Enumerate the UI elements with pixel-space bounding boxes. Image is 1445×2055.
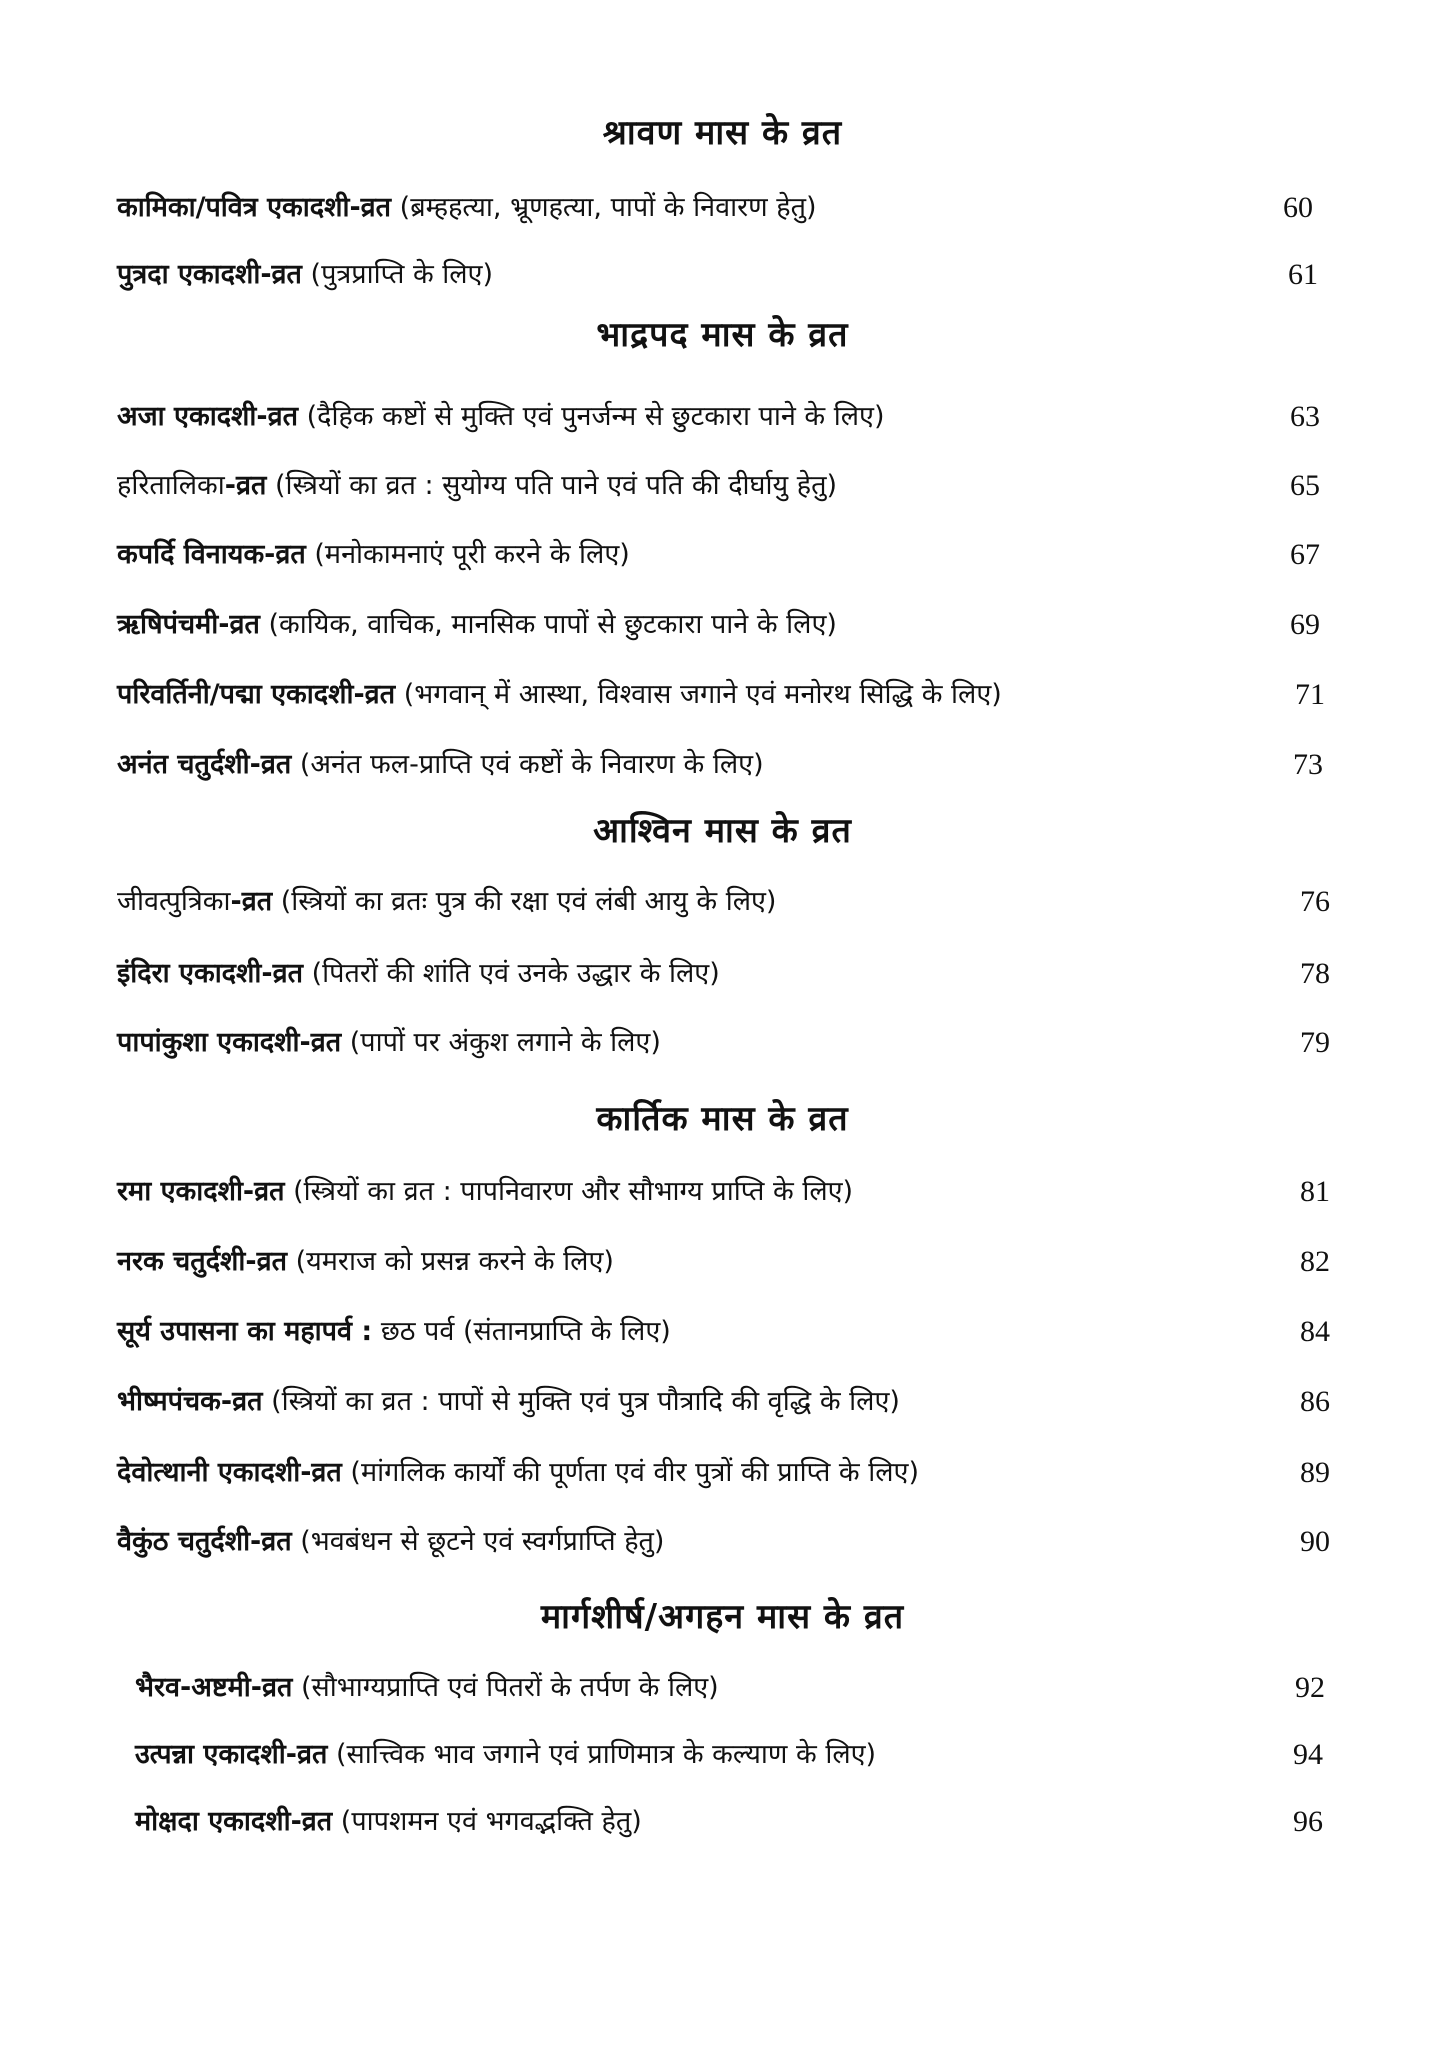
toc-entry[interactable] xyxy=(0,1520,1445,1564)
toc-entry[interactable] xyxy=(0,1240,1445,1284)
entry-title: सूर्य उपासना का महापर्व : xyxy=(117,1316,373,1347)
toc-entry[interactable] xyxy=(0,673,1445,717)
toc-entry[interactable] xyxy=(0,880,1445,924)
entry-description: (सौभाग्यप्राप्ति एवं पितरों के तर्पण के लिए) xyxy=(300,1672,719,1703)
entry-description: छठ पर्व (संतानप्राप्ति के लिए) xyxy=(380,1316,671,1347)
toc-entry[interactable] xyxy=(0,1170,1445,1214)
toc-entry[interactable] xyxy=(0,1451,1445,1495)
entry-description: (भगवान् में आस्था, विश्वास जगाने एवं मनोरथ सिद्धि के लिए) xyxy=(403,679,1002,710)
section-heading: भाद्रपद मास के व्रत xyxy=(596,315,849,355)
entry-description: (पापशमन एवं भगवद्भक्ति हेतु) xyxy=(340,1806,642,1837)
page-number: 90 xyxy=(1300,1525,1330,1558)
page-number: 65 xyxy=(1290,469,1320,502)
entry-title: कामिका/पवित्र एकादशी-व्रत xyxy=(117,192,392,223)
entry-description: (पितरों की शांति एवं उनके उद्धार के लिए) xyxy=(311,958,720,989)
entry-description: (यमराज को प्रसन्न करने के लिए) xyxy=(295,1246,614,1277)
toc-entry[interactable] xyxy=(0,1666,1445,1710)
page-number: 60 xyxy=(1283,191,1313,224)
entry-title: वैकुंठ चतुर्दशी-व्रत xyxy=(117,1526,292,1557)
toc-entry[interactable] xyxy=(0,1021,1445,1065)
entry-description: (स्त्रियों का व्रत : पापनिवारण और सौभाग्य प्राप्ति के लिए) xyxy=(293,1176,854,1207)
entry-title: पापांकुशा एकादशी-व्रत xyxy=(117,1027,342,1058)
page-number: 84 xyxy=(1300,1315,1330,1348)
section-heading: कार्तिक मास के व्रत xyxy=(596,1099,849,1139)
entry-title: पुत्रदा एकादशी-व्रत xyxy=(117,259,302,290)
entry-title-suffix: -व्रत xyxy=(230,886,273,917)
entry-title: मोक्षदा एकादशी-व्रत xyxy=(135,1806,333,1837)
entry-title-suffix: -व्रत xyxy=(224,470,267,501)
page-number: 76 xyxy=(1300,885,1330,918)
entry-title: भीष्मपंचक-व्रत xyxy=(117,1386,263,1417)
toc-entry[interactable] xyxy=(0,464,1445,508)
page-number: 79 xyxy=(1300,1026,1330,1059)
toc-entry[interactable] xyxy=(0,952,1445,996)
entry-description: (स्त्रियों का व्रतः पुत्र की रक्षा एवं लंबी आयु के लिए) xyxy=(280,886,777,917)
page-number: 94 xyxy=(1293,1738,1323,1771)
entry-description: (भवबंधन से छूटने एवं स्वर्गप्राप्ति हेतु) xyxy=(300,1526,665,1557)
entry-title: नरक चतुर्दशी-व्रत xyxy=(117,1246,287,1277)
entry-title: भैरव-अष्टमी-व्रत xyxy=(135,1672,293,1703)
entry-title: इंदिरा एकादशी-व्रत xyxy=(117,958,303,989)
toc-entry[interactable] xyxy=(0,743,1445,787)
page-number: 71 xyxy=(1295,678,1325,711)
section-heading: मार्गशीर्ष/अगहन मास के व्रत xyxy=(540,1597,905,1637)
page-number: 69 xyxy=(1290,608,1320,641)
entry-description: (कायिक, वाचिक, मानसिक पापों से छुटकारा पाने के लिए) xyxy=(268,609,837,640)
entry-title: रमा एकादशी-व्रत xyxy=(117,1176,285,1207)
entry-title: हरितालिका xyxy=(117,470,225,501)
entry-description: (स्त्रियों का व्रत : पापों से मुक्ति एवं पुत्र पौत्रादि की वृद्धि के लिए) xyxy=(271,1386,900,1417)
toc-entry[interactable] xyxy=(0,1800,1445,1844)
entry-title: ऋषिपंचमी-व्रत xyxy=(117,609,260,640)
entry-description: (मांगलिक कार्यों की पूर्णता एवं वीर पुत्रों की प्राप्ति के लिए) xyxy=(350,1457,919,1488)
entry-title: कपर्दि विनायक-व्रत xyxy=(117,539,306,570)
entry-title: उत्पन्ना एकादशी-व्रत xyxy=(135,1739,328,1770)
entry-title: देवोत्थानी एकादशी-व्रत xyxy=(117,1457,342,1488)
page-number: 78 xyxy=(1300,957,1330,990)
section-heading: आश्विन मास के व्रत xyxy=(593,811,852,851)
page-number: 81 xyxy=(1300,1175,1330,1208)
entry-description: (ब्रम्हहत्या, भ्रूणहत्या, पापों के निवारण हेतु) xyxy=(399,192,817,223)
entry-title: जीवत्पुत्रिका xyxy=(117,886,231,917)
page-number: 89 xyxy=(1300,1456,1330,1489)
page-number: 86 xyxy=(1300,1385,1330,1418)
toc-entry[interactable] xyxy=(0,603,1445,647)
page-number: 61 xyxy=(1288,258,1318,291)
page-number: 82 xyxy=(1300,1245,1330,1278)
section-heading: श्रावण मास के व्रत xyxy=(602,113,843,153)
toc-entry[interactable] xyxy=(0,186,1445,230)
entry-title: अनंत चतुर्दशी-व्रत xyxy=(117,749,292,780)
page-number: 67 xyxy=(1290,538,1320,571)
entry-description: (दैहिक कष्टों से मुक्ति एवं पुनर्जन्म से छुटकारा पाने के लिए) xyxy=(306,401,885,432)
toc-entry[interactable] xyxy=(0,1380,1445,1424)
toc-entry[interactable] xyxy=(0,1310,1445,1354)
entry-description: (सात्त्विक भाव जगाने एवं प्राणिमात्र के कल्याण के लिए) xyxy=(335,1739,877,1770)
entry-title: परिवर्तिनी/पद्मा एकादशी-व्रत xyxy=(117,679,396,710)
entry-description: (पुत्रप्राप्ति के लिए) xyxy=(310,259,494,290)
entry-description: (मनोकामनाएं पूरी करने के लिए) xyxy=(314,539,630,570)
toc-entry[interactable] xyxy=(0,533,1445,577)
entry-description: (पापों पर अंकुश लगाने के लिए) xyxy=(349,1027,661,1058)
page-number: 96 xyxy=(1293,1805,1323,1838)
entry-description: (अनंत फल-प्राप्ति एवं कष्टों के निवारण के लिए) xyxy=(299,749,764,780)
toc-entry[interactable] xyxy=(0,1733,1445,1777)
page-number: 63 xyxy=(1290,400,1320,433)
entry-title: अजा एकादशी-व्रत xyxy=(117,401,299,432)
toc-entry[interactable] xyxy=(0,395,1445,439)
page-number: 92 xyxy=(1295,1671,1325,1704)
toc-entry[interactable] xyxy=(0,253,1445,297)
page-number: 73 xyxy=(1293,748,1323,781)
entry-description: (स्त्रियों का व्रत : सुयोग्य पति पाने एवं पति की दीर्घायु हेतु) xyxy=(275,470,837,501)
